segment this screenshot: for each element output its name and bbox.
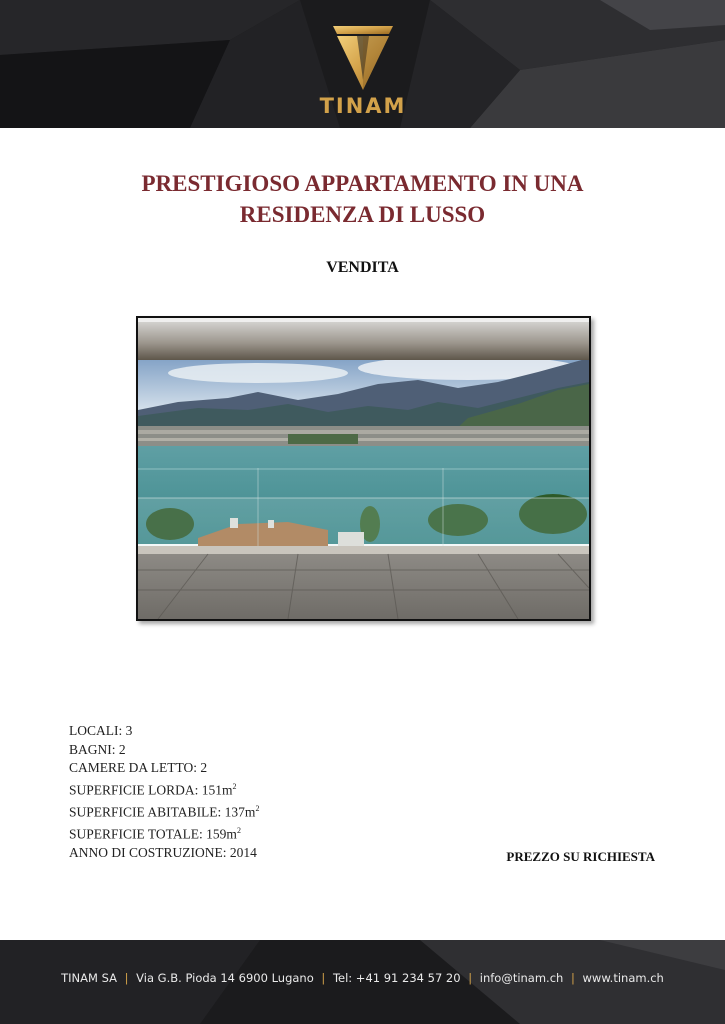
- spec-sup-totale: [69, 822, 259, 844]
- unit-exponent: 2: [236, 825, 241, 835]
- footer-address: Via G.B. Pioda 14 6900 Lugano: [136, 971, 314, 985]
- brand-name: TINAM: [319, 94, 407, 118]
- property-photo: [136, 316, 591, 621]
- footer-contact: [0, 971, 725, 985]
- property-specs: [69, 722, 259, 862]
- unit-exponent: 2: [255, 803, 260, 813]
- spec-sup-abitabile-text: SUPERFICIE ABITABILE: 137m: [69, 804, 256, 819]
- spec-sup-lorda-text: SUPERFICIE LORDA: 151m: [69, 782, 233, 797]
- footer-company: TINAM SA: [61, 971, 117, 985]
- brand-logo[interactable]: [303, 20, 423, 120]
- unit-exponent: 2: [232, 781, 237, 791]
- footer-separator: |: [468, 971, 473, 985]
- spec-sup-lorda: [69, 778, 259, 800]
- footer-separator: |: [321, 971, 326, 985]
- tinam-logo-icon: [329, 20, 397, 92]
- listing-type: VENDITA: [326, 259, 399, 276]
- lake-view-terrace-photo: [138, 318, 589, 619]
- spec-camere: CAMERE DA LETTO: 2: [69, 760, 208, 775]
- title-line-1: PRESTIGIOSO APPARTAMENTO IN UNA: [141, 171, 584, 196]
- spec-anno: ANNO DI COSTRUZIONE: 2014: [69, 844, 257, 860]
- footer-separator: |: [124, 971, 129, 985]
- spec-bagni: BAGNI: 2: [69, 741, 126, 757]
- page-footer: [0, 940, 725, 1024]
- spec-locali: LOCALI: 3: [69, 723, 133, 738]
- page-header: [0, 0, 725, 128]
- footer-email[interactable]: info@tinam.ch: [479, 971, 564, 985]
- footer-website[interactable]: www.tinam.ch: [582, 971, 664, 985]
- page-title: [80, 168, 645, 230]
- price-label: PREZZO SU RICHIESTA: [506, 849, 655, 864]
- spec-sup-totale-text: SUPERFICIE TOTALE: 159m: [69, 826, 237, 841]
- spec-sup-abitabile: [69, 800, 259, 822]
- title-line-2: RESIDENZA DI LUSSO: [239, 202, 486, 227]
- footer-separator: |: [570, 971, 575, 985]
- footer-phone[interactable]: Tel: +41 91 234 57 20: [332, 971, 461, 985]
